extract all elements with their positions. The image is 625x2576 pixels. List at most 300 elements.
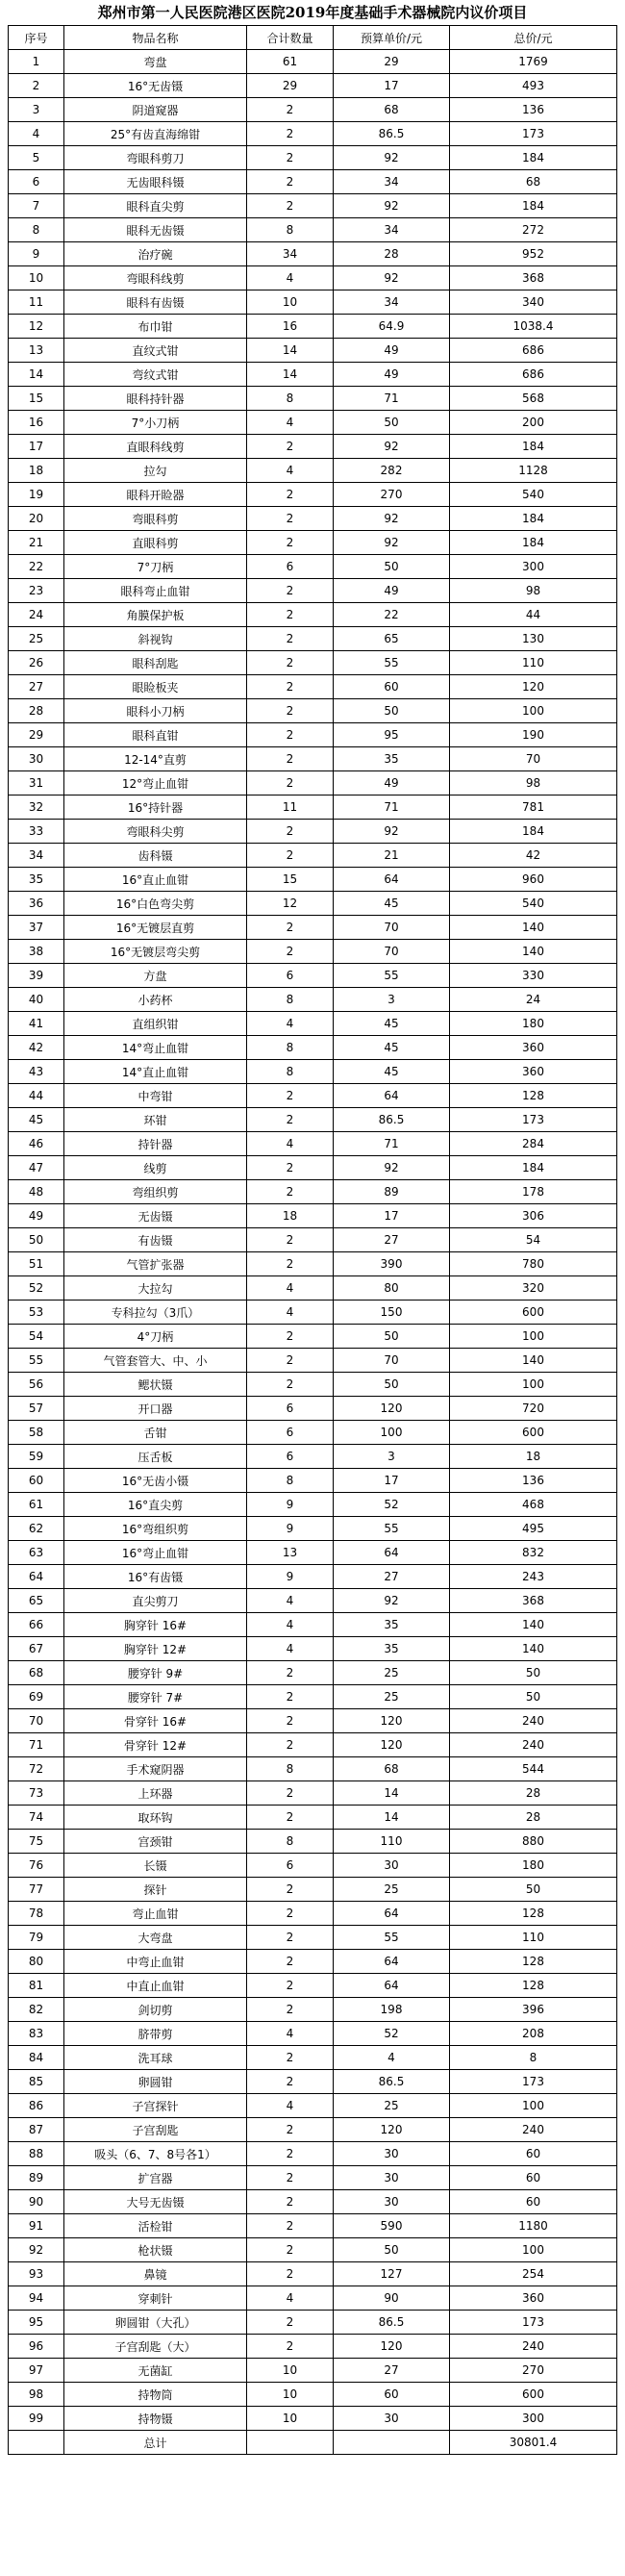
row-index: 37 bbox=[9, 916, 64, 940]
quantity: 2 bbox=[247, 844, 334, 868]
unit-price: 270 bbox=[334, 483, 450, 507]
row-index: 74 bbox=[9, 1806, 64, 1830]
table-row bbox=[9, 2190, 617, 2214]
table-row bbox=[9, 747, 617, 771]
quantity: 4 bbox=[247, 1613, 334, 1637]
quantity: 14 bbox=[247, 363, 334, 387]
total-price: 180 bbox=[450, 1012, 617, 1036]
quantity: 2 bbox=[247, 2238, 334, 2262]
total-row bbox=[9, 2431, 617, 2455]
total-price: 540 bbox=[450, 892, 617, 916]
total-price: 184 bbox=[450, 435, 617, 459]
total-price: 100 bbox=[450, 699, 617, 723]
table-row bbox=[9, 1926, 617, 1950]
total-price: 184 bbox=[450, 531, 617, 555]
row-index: 53 bbox=[9, 1301, 64, 1325]
unit-price: 49 bbox=[334, 771, 450, 796]
row-index: 24 bbox=[9, 603, 64, 627]
row-index: 81 bbox=[9, 1974, 64, 1998]
item-name: 16°有齿镊 bbox=[64, 1565, 247, 1589]
quantity: 34 bbox=[247, 242, 334, 266]
row-index: 62 bbox=[9, 1517, 64, 1541]
unit-price: 92 bbox=[334, 435, 450, 459]
total-price: 960 bbox=[450, 868, 617, 892]
total-price: 128 bbox=[450, 1974, 617, 1998]
table-row bbox=[9, 699, 617, 723]
unit-price: 68 bbox=[334, 1757, 450, 1781]
table-row bbox=[9, 1276, 617, 1301]
table-row bbox=[9, 771, 617, 796]
quantity: 2 bbox=[247, 1733, 334, 1757]
item-name: 眼科小刀柄 bbox=[64, 699, 247, 723]
quantity: 4 bbox=[247, 1589, 334, 1613]
unit-price: 25 bbox=[334, 2094, 450, 2118]
table-row bbox=[9, 1685, 617, 1709]
header-quantity: 合计数量 bbox=[247, 26, 334, 50]
table-row bbox=[9, 1589, 617, 1613]
total-price: 184 bbox=[450, 507, 617, 531]
table-row bbox=[9, 242, 617, 266]
quantity: 4 bbox=[247, 1276, 334, 1301]
quantity: 8 bbox=[247, 1060, 334, 1084]
unit-price: 49 bbox=[334, 339, 450, 363]
table-row bbox=[9, 603, 617, 627]
total-price: 184 bbox=[450, 1156, 617, 1180]
unit-price: 65 bbox=[334, 627, 450, 651]
quantity: 10 bbox=[247, 2359, 334, 2383]
table-row bbox=[9, 1373, 617, 1397]
total-price: 360 bbox=[450, 2286, 617, 2311]
unit-price: 27 bbox=[334, 1228, 450, 1252]
item-name: 骨穿针 16# bbox=[64, 1709, 247, 1733]
table-row bbox=[9, 290, 617, 315]
quantity: 6 bbox=[247, 1397, 334, 1421]
total-price: 396 bbox=[450, 1998, 617, 2022]
item-name: 直眼科剪 bbox=[64, 531, 247, 555]
quantity: 4 bbox=[247, 2094, 334, 2118]
quantity: 10 bbox=[247, 2407, 334, 2431]
unit-price: 29 bbox=[334, 50, 450, 74]
row-index: 95 bbox=[9, 2311, 64, 2335]
table-row bbox=[9, 2262, 617, 2286]
unit-price: 25 bbox=[334, 1878, 450, 1902]
unit-price: 110 bbox=[334, 1830, 450, 1854]
unit-price: 120 bbox=[334, 1733, 450, 1757]
row-index: 10 bbox=[9, 266, 64, 290]
item-name: 卵圆钳（大孔） bbox=[64, 2311, 247, 2335]
table-row bbox=[9, 1998, 617, 2022]
table-row bbox=[9, 1902, 617, 1926]
unit-price: 45 bbox=[334, 892, 450, 916]
quantity: 2 bbox=[247, 435, 334, 459]
quantity: 4 bbox=[247, 1132, 334, 1156]
quantity: 2 bbox=[247, 146, 334, 170]
total-price: 1038.4 bbox=[450, 315, 617, 339]
unit-price: 50 bbox=[334, 699, 450, 723]
total-value: 30801.4 bbox=[450, 2431, 617, 2455]
row-index: 43 bbox=[9, 1060, 64, 1084]
item-name: 枪状镊 bbox=[64, 2238, 247, 2262]
quantity: 4 bbox=[247, 1012, 334, 1036]
quantity: 2 bbox=[247, 651, 334, 675]
row-index: 73 bbox=[9, 1781, 64, 1806]
item-name: 弯眼科尖剪 bbox=[64, 820, 247, 844]
table-row bbox=[9, 844, 617, 868]
total-price: 243 bbox=[450, 1565, 617, 1589]
quantity: 2 bbox=[247, 627, 334, 651]
total-price: 1769 bbox=[450, 50, 617, 74]
item-name: 12°弯止血钳 bbox=[64, 771, 247, 796]
table-row bbox=[9, 1878, 617, 1902]
row-index: 79 bbox=[9, 1926, 64, 1950]
item-name: 有齿镊 bbox=[64, 1228, 247, 1252]
row-index: 72 bbox=[9, 1757, 64, 1781]
item-name: 25°有齿直海绵钳 bbox=[64, 122, 247, 146]
table-row bbox=[9, 146, 617, 170]
item-name: 腰穿针 7# bbox=[64, 1685, 247, 1709]
row-index: 16 bbox=[9, 411, 64, 435]
table-row bbox=[9, 2383, 617, 2407]
unit-price: 60 bbox=[334, 2383, 450, 2407]
unit-price: 64 bbox=[334, 1902, 450, 1926]
item-name: 直组织钳 bbox=[64, 1012, 247, 1036]
item-name: 专科拉勾（3爪） bbox=[64, 1301, 247, 1325]
quantity: 9 bbox=[247, 1493, 334, 1517]
item-name: 大号无齿镊 bbox=[64, 2190, 247, 2214]
row-index: 78 bbox=[9, 1902, 64, 1926]
table-row bbox=[9, 194, 617, 218]
table-row bbox=[9, 1204, 617, 1228]
total-price: 140 bbox=[450, 1613, 617, 1637]
unit-price: 30 bbox=[334, 1854, 450, 1878]
unit-price: 60 bbox=[334, 675, 450, 699]
item-name: 16°弯止血钳 bbox=[64, 1541, 247, 1565]
item-name: 弯眼科剪刀 bbox=[64, 146, 247, 170]
quantity: 2 bbox=[247, 2118, 334, 2142]
total-price: 50 bbox=[450, 1878, 617, 1902]
unit-price: 35 bbox=[334, 1613, 450, 1637]
row-index: 15 bbox=[9, 387, 64, 411]
quantity: 18 bbox=[247, 1204, 334, 1228]
row-index: 46 bbox=[9, 1132, 64, 1156]
quantity: 4 bbox=[247, 459, 334, 483]
table-row bbox=[9, 1084, 617, 1108]
table-row bbox=[9, 2238, 617, 2262]
row-index: 57 bbox=[9, 1397, 64, 1421]
item-name: 环钳 bbox=[64, 1108, 247, 1132]
unit-price: 71 bbox=[334, 796, 450, 820]
item-name: 眼科开睑器 bbox=[64, 483, 247, 507]
item-name: 眼科持针器 bbox=[64, 387, 247, 411]
row-index: 33 bbox=[9, 820, 64, 844]
unit-price: 50 bbox=[334, 1325, 450, 1349]
row-index: 25 bbox=[9, 627, 64, 651]
quantity: 8 bbox=[247, 218, 334, 242]
unit-price: 92 bbox=[334, 1589, 450, 1613]
item-name: 鼻镜 bbox=[64, 2262, 247, 2286]
quantity: 2 bbox=[247, 2311, 334, 2335]
quantity: 2 bbox=[247, 507, 334, 531]
table-body bbox=[9, 50, 617, 2431]
unit-price: 120 bbox=[334, 1709, 450, 1733]
unit-price: 92 bbox=[334, 820, 450, 844]
table-row bbox=[9, 1565, 617, 1589]
quantity: 6 bbox=[247, 1445, 334, 1469]
quantity: 8 bbox=[247, 1830, 334, 1854]
row-index: 92 bbox=[9, 2238, 64, 2262]
row-index: 99 bbox=[9, 2407, 64, 2431]
row-index: 3 bbox=[9, 98, 64, 122]
row-index: 13 bbox=[9, 339, 64, 363]
total-price: 240 bbox=[450, 1709, 617, 1733]
unit-price: 86.5 bbox=[334, 1108, 450, 1132]
row-index: 35 bbox=[9, 868, 64, 892]
header-total-price: 总价/元 bbox=[450, 26, 617, 50]
total-price: 50 bbox=[450, 1661, 617, 1685]
total-price: 600 bbox=[450, 1421, 617, 1445]
table-row bbox=[9, 555, 617, 579]
unit-price: 17 bbox=[334, 74, 450, 98]
unit-price: 64.9 bbox=[334, 315, 450, 339]
quantity: 2 bbox=[247, 1228, 334, 1252]
quantity: 4 bbox=[247, 266, 334, 290]
table-row bbox=[9, 1806, 617, 1830]
item-name: 无齿镊 bbox=[64, 1204, 247, 1228]
item-name: 16°无齿小镊 bbox=[64, 1469, 247, 1493]
table-row bbox=[9, 50, 617, 74]
table-row bbox=[9, 2286, 617, 2311]
unit-price: 64 bbox=[334, 1084, 450, 1108]
unit-price: 86.5 bbox=[334, 2311, 450, 2335]
quantity: 4 bbox=[247, 2286, 334, 2311]
table-row bbox=[9, 2070, 617, 2094]
row-index: 14 bbox=[9, 363, 64, 387]
unit-price: 120 bbox=[334, 2335, 450, 2359]
table-row bbox=[9, 1349, 617, 1373]
quantity: 2 bbox=[247, 1974, 334, 1998]
row-index: 91 bbox=[9, 2214, 64, 2238]
item-name: 开口器 bbox=[64, 1397, 247, 1421]
row-index: 6 bbox=[9, 170, 64, 194]
item-name: 布巾钳 bbox=[64, 315, 247, 339]
item-name: 手术窥阴器 bbox=[64, 1757, 247, 1781]
row-index: 56 bbox=[9, 1373, 64, 1397]
table-row bbox=[9, 122, 617, 146]
unit-price: 71 bbox=[334, 387, 450, 411]
item-name: 中弯止血钳 bbox=[64, 1950, 247, 1974]
total-price: 1180 bbox=[450, 2214, 617, 2238]
quantity: 11 bbox=[247, 796, 334, 820]
table-row bbox=[9, 2142, 617, 2166]
quantity: 2 bbox=[247, 2046, 334, 2070]
row-index: 75 bbox=[9, 1830, 64, 1854]
unit-price: 50 bbox=[334, 555, 450, 579]
unit-price: 64 bbox=[334, 868, 450, 892]
unit-price: 92 bbox=[334, 146, 450, 170]
total-price: 173 bbox=[450, 2311, 617, 2335]
total-price: 173 bbox=[450, 1108, 617, 1132]
total-price: 600 bbox=[450, 1301, 617, 1325]
quantity: 2 bbox=[247, 1709, 334, 1733]
row-index: 45 bbox=[9, 1108, 64, 1132]
table-row bbox=[9, 1325, 617, 1349]
unit-price: 64 bbox=[334, 1541, 450, 1565]
item-name: 上环器 bbox=[64, 1781, 247, 1806]
total-price: 140 bbox=[450, 1637, 617, 1661]
row-index: 67 bbox=[9, 1637, 64, 1661]
table-row bbox=[9, 2407, 617, 2431]
table-row bbox=[9, 627, 617, 651]
table-row bbox=[9, 2022, 617, 2046]
quantity: 2 bbox=[247, 1806, 334, 1830]
table-row bbox=[9, 940, 617, 964]
table-row bbox=[9, 1012, 617, 1036]
table-row bbox=[9, 651, 617, 675]
item-name: 治疗碗 bbox=[64, 242, 247, 266]
row-index: 60 bbox=[9, 1469, 64, 1493]
row-index: 47 bbox=[9, 1156, 64, 1180]
item-name: 压舌板 bbox=[64, 1445, 247, 1469]
total-price: 300 bbox=[450, 555, 617, 579]
unit-price: 52 bbox=[334, 2022, 450, 2046]
row-index: 21 bbox=[9, 531, 64, 555]
quantity: 8 bbox=[247, 1757, 334, 1781]
quantity: 8 bbox=[247, 988, 334, 1012]
row-index: 87 bbox=[9, 2118, 64, 2142]
total-price: 686 bbox=[450, 339, 617, 363]
table-row bbox=[9, 2311, 617, 2335]
row-index: 30 bbox=[9, 747, 64, 771]
row-index: 90 bbox=[9, 2190, 64, 2214]
table-row bbox=[9, 1974, 617, 1998]
total-price: 136 bbox=[450, 1469, 617, 1493]
row-index: 88 bbox=[9, 2142, 64, 2166]
unit-price: 50 bbox=[334, 1373, 450, 1397]
total-price: 184 bbox=[450, 194, 617, 218]
total-price: 98 bbox=[450, 771, 617, 796]
total-price: 200 bbox=[450, 411, 617, 435]
item-name: 线剪 bbox=[64, 1156, 247, 1180]
row-index: 68 bbox=[9, 1661, 64, 1685]
table-row bbox=[9, 2046, 617, 2070]
table-row bbox=[9, 892, 617, 916]
unit-price: 25 bbox=[334, 1685, 450, 1709]
total-price: 130 bbox=[450, 627, 617, 651]
unit-price: 70 bbox=[334, 940, 450, 964]
item-name: 7°小刀柄 bbox=[64, 411, 247, 435]
item-name: 腰穿针 9# bbox=[64, 1661, 247, 1685]
item-name: 中直止血钳 bbox=[64, 1974, 247, 1998]
total-price: 368 bbox=[450, 266, 617, 290]
row-index: 12 bbox=[9, 315, 64, 339]
quantity: 8 bbox=[247, 1036, 334, 1060]
quantity: 2 bbox=[247, 1252, 334, 1276]
table-row bbox=[9, 988, 617, 1012]
total-price: 28 bbox=[450, 1781, 617, 1806]
unit-price: 55 bbox=[334, 1926, 450, 1950]
item-name: 16°直止血钳 bbox=[64, 868, 247, 892]
total-price: 128 bbox=[450, 1902, 617, 1926]
unit-price: 50 bbox=[334, 2238, 450, 2262]
total-price: 340 bbox=[450, 290, 617, 315]
item-name: 持物筒 bbox=[64, 2383, 247, 2407]
unit-price: 55 bbox=[334, 1517, 450, 1541]
row-index: 28 bbox=[9, 699, 64, 723]
row-index: 61 bbox=[9, 1493, 64, 1517]
total-price: 240 bbox=[450, 2118, 617, 2142]
unit-price: 92 bbox=[334, 1156, 450, 1180]
quantity: 2 bbox=[247, 699, 334, 723]
row-index: 27 bbox=[9, 675, 64, 699]
row-index: 64 bbox=[9, 1565, 64, 1589]
item-name: 子宫刮匙（大） bbox=[64, 2335, 247, 2359]
row-index: 1 bbox=[9, 50, 64, 74]
table-row bbox=[9, 2118, 617, 2142]
quantity: 6 bbox=[247, 1854, 334, 1878]
total-price: 173 bbox=[450, 122, 617, 146]
item-name: 宫颈钳 bbox=[64, 1830, 247, 1854]
unit-price: 127 bbox=[334, 2262, 450, 2286]
quantity: 9 bbox=[247, 1517, 334, 1541]
unit-price: 100 bbox=[334, 1421, 450, 1445]
table-row bbox=[9, 1108, 617, 1132]
item-name: 穿刺针 bbox=[64, 2286, 247, 2311]
quantity: 2 bbox=[247, 1349, 334, 1373]
quantity: 10 bbox=[247, 2383, 334, 2407]
table-row bbox=[9, 1156, 617, 1180]
total-price: 330 bbox=[450, 964, 617, 988]
quantity: 2 bbox=[247, 1781, 334, 1806]
table-row bbox=[9, 1661, 617, 1685]
total-price: 140 bbox=[450, 1349, 617, 1373]
item-name: 骨穿针 12# bbox=[64, 1733, 247, 1757]
row-index: 23 bbox=[9, 579, 64, 603]
unit-price: 30 bbox=[334, 2142, 450, 2166]
row-index: 86 bbox=[9, 2094, 64, 2118]
item-name: 弯眼科剪 bbox=[64, 507, 247, 531]
unit-price: 64 bbox=[334, 1950, 450, 1974]
total-price: 184 bbox=[450, 820, 617, 844]
table-row bbox=[9, 98, 617, 122]
quantity: 2 bbox=[247, 1878, 334, 1902]
total-price: 952 bbox=[450, 242, 617, 266]
row-index: 97 bbox=[9, 2359, 64, 2383]
total-price: 368 bbox=[450, 1589, 617, 1613]
unit-price: 35 bbox=[334, 1637, 450, 1661]
row-index: 70 bbox=[9, 1709, 64, 1733]
total-price: 360 bbox=[450, 1060, 617, 1084]
item-name: 眼科有齿镊 bbox=[64, 290, 247, 315]
total-price: 208 bbox=[450, 2022, 617, 2046]
row-index: 93 bbox=[9, 2262, 64, 2286]
row-index: 54 bbox=[9, 1325, 64, 1349]
item-name: 探针 bbox=[64, 1878, 247, 1902]
total-price: 781 bbox=[450, 796, 617, 820]
quantity: 2 bbox=[247, 820, 334, 844]
item-name: 眼科直尖剪 bbox=[64, 194, 247, 218]
item-name: 活检钳 bbox=[64, 2214, 247, 2238]
total-price: 493 bbox=[450, 74, 617, 98]
row-index: 83 bbox=[9, 2022, 64, 2046]
unit-price: 120 bbox=[334, 1397, 450, 1421]
item-name: 气管扩张器 bbox=[64, 1252, 247, 1276]
row-index: 85 bbox=[9, 2070, 64, 2094]
item-name: 大弯盘 bbox=[64, 1926, 247, 1950]
unit-price: 89 bbox=[334, 1180, 450, 1204]
unit-price: 590 bbox=[334, 2214, 450, 2238]
row-index: 51 bbox=[9, 1252, 64, 1276]
unit-price: 17 bbox=[334, 1469, 450, 1493]
